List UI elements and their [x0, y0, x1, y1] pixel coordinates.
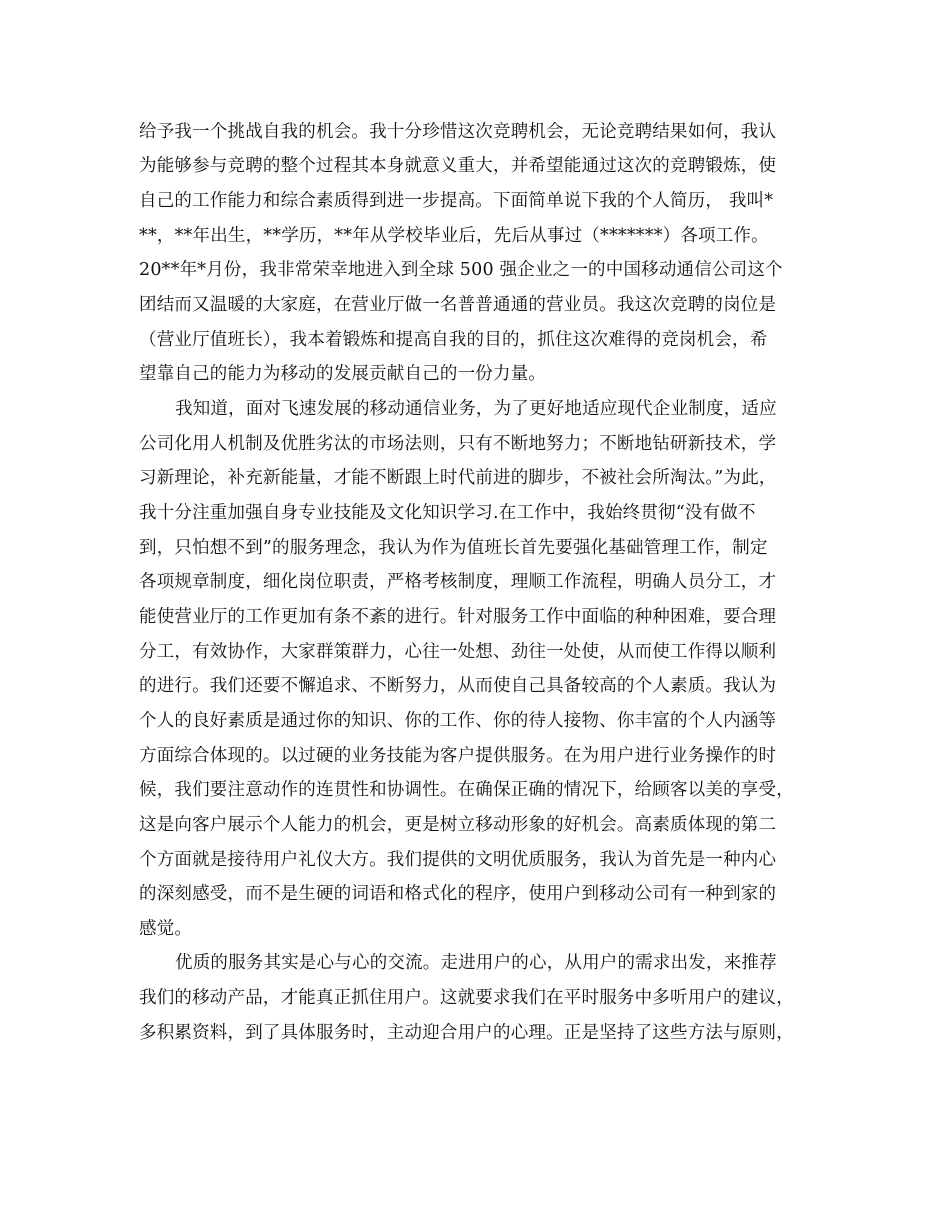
text-line: 公司化用人机制及优胜劣汰的市场法则，只有不断地努力；不断地钻研新技术，学 [139, 434, 777, 454]
text-line: 分工，有效协作，大家群策群力，心往一处想、劲往一处使，从而使工作得以顺利 [139, 642, 777, 662]
text-line: 能使营业厅的工作更加有条不紊的进行。针对服务工作中面临的种种困难，要合理 [139, 607, 777, 627]
text-line: 个方面就是接待用户礼仪大方。我们提供的文明优质服务，我认为首先是一种内心 [139, 850, 777, 870]
text-line: 我们的移动产品，才能真正抓住用户。这就要求我们在平时服务中多听用户的建议， [139, 988, 794, 1008]
text-line: 个人的良好素质是通过你的知识、你的工作、你的待人接物、你丰富的个人内涵等 [139, 711, 777, 731]
text-line: 方面综合体现的。以过硬的业务技能为客户提供服务。在为用户进行业务操作的时 [139, 746, 777, 766]
text-line: 的深刻感受，而不是生硬的词语和格式化的程序，使用户到移动公司有一种到家的 [139, 884, 777, 904]
text-line: 为能够参与竞聘的整个过程其本身就意义重大，并希望能通过这次的竞聘锻炼，使 [139, 156, 777, 176]
text-line: 习新理论，补充新能量，才能不断跟上时代前进的脚步，不被社会所淘汰。”为此， [139, 468, 777, 488]
text-line: 团结而又温暖的大家庭，在营业厅做一名普普通通的营业员。我这次竞聘的岗位是 [139, 295, 777, 315]
text-line: 到，只怕想不到”的服务理念，我认为作为值班长首先要强化基础管理工作，制定 [139, 538, 768, 558]
text-line: 给予我一个挑战自我的机会。我十分珍惜这次竞聘机会，无论竞聘结果如何，我认 [139, 122, 777, 142]
text-line: 自己的工作能力和综合素质得到进一步提高。下面简单说下我的个人简历， 我叫* [139, 191, 774, 211]
paragraph-start-line: 优质的服务其实是心与心的交流。走进用户的心，从用户的需求出发，来推荐 [175, 953, 777, 973]
text-line: 望靠自己的能力为移动的发展贡献自己的一份力量。 [139, 364, 547, 384]
text-line: 候，我们要注意动作的连贯性和协调性。在确保正确的情况下，给顾客以美的享受， [139, 780, 794, 800]
text-line: 20**年*月份，我非常荣幸地进入到全球 500 强企业之一的中国移动通信公司这个 [139, 260, 783, 280]
text-line: **，**年出生，**学历，**年从学校毕业后，先后从事过（*******）各项工作。 [139, 226, 769, 246]
paragraph-start-line: 我知道，面对飞速发展的移动通信业务，为了更好地适应现代企业制度，适应 [175, 399, 777, 419]
text-line: 多积累资料，到了具体服务时，主动迎合用户的心理。正是坚持了这些方法与原则， [139, 1023, 794, 1043]
text-line: 感觉。 [139, 919, 193, 939]
text-line: 各项规章制度，细化岗位职责，严格考核制度，理顺工作流程，明确人员分工，才 [139, 572, 777, 592]
text-line: （营业厅值班长），我本着锻炼和提高自我的目的，抓住这次难得的竞岗机会，希 [139, 330, 768, 350]
text-line: 这是向客户展示个人能力的机会，更是树立移动形象的好机会。高素质体现的第二 [139, 815, 777, 835]
text-line: 的进行。我们还要不懈追求、不断努力，从而使自己具备较高的个人素质。我认为 [139, 676, 777, 696]
text-line: 我十分注重加强自身专业技能及文化知识学习.在工作中，我始终贯彻“没有做不 [139, 503, 756, 523]
